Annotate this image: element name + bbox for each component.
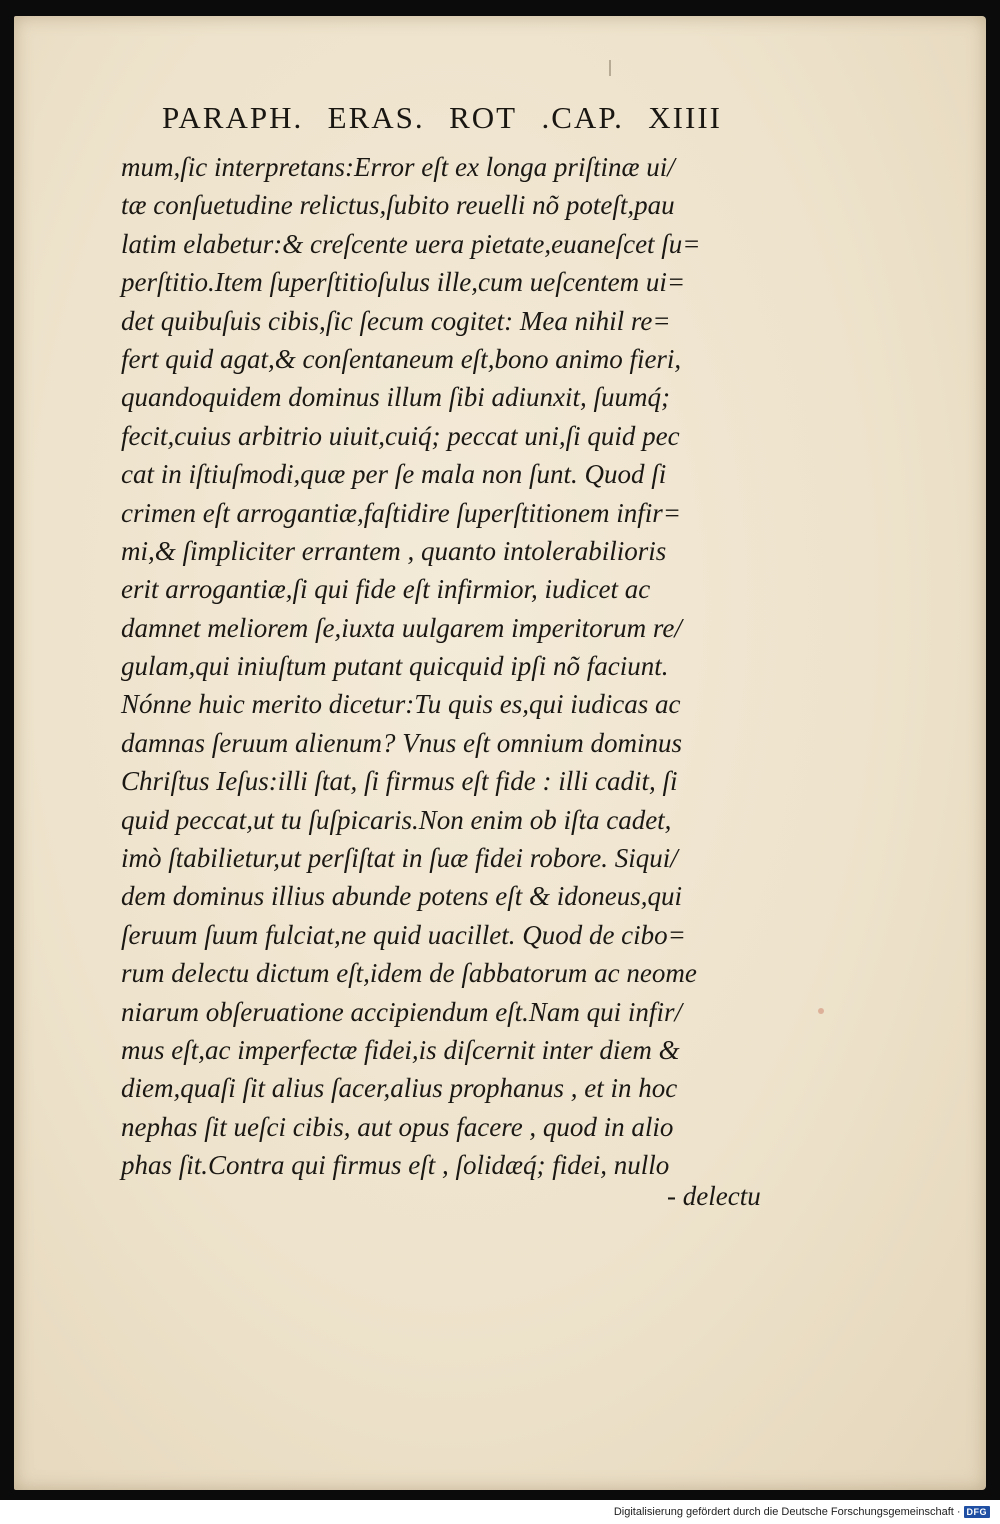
text-line: imò ſtabilietur,ut perſiſtat in ſuæ fidei robore. Siqui/ [121,843,678,874]
text-line: tæ conſuetudine relictus,ſubito reuelli nõ poteſt,pau [121,190,675,221]
text-line: mus eſt,ac imperfectæ fidei,is diſcernit inter diem & [121,1034,680,1065]
text-line: Chriſtus Ieſus:illi ſtat, ſi firmus eſt fide : illi cadit, ſi [121,766,678,797]
running-head-part: ROT [449,100,518,135]
text-line: rum delectu dictum eſt,idem de ſabbatorum ac neome [121,958,697,989]
text-line: phas ſit.Contra qui firmus eſt , ſolidæq́; fidei, nullo [121,1150,670,1181]
text-line: erit arrogantiæ,ſi qui fide eſt infirmior, iudicet ac [121,574,651,605]
text-line: cat in iſtiuſmodi,quæ per ſe mala non ſunt. Quod ſi [121,459,667,490]
text-line: fecit,cuius arbitrio uiuit,cuiq́; peccat uni,ſi quid pec [121,420,680,451]
text-line: quid peccat,ut tu ſuſpicaris.Non enim ob iſta cadet, [121,804,672,835]
running-head-part: .CAP. [541,100,624,135]
text-line: damnet meliorem ſe,iuxta uulgarem imperitorum re/ [121,612,682,643]
footer-separator: · [956,1506,961,1518]
text-line: latim elabetur:& creſcente uera pietate,euaneſcet ſu= [121,228,701,259]
text-line: dem dominus illius abunde potens eſt & idoneus,qui [121,881,682,912]
text-line: perſtitio.Item ſuperſtitioſulus ille,cum ueſcentem ui= [121,267,686,298]
running-head [162,100,722,136]
text-line: quandoquidem dominus illum ſibi adiunxit, ſuumq́; [121,382,670,413]
text-line: crimen eſt arrogantiæ,faſtidire ſuperſtitionem infir= [121,497,681,528]
text-line: ſeruum ſuum fulciat,ne quid uacillet. Quod de cibo= [121,919,686,950]
paper-mark [609,60,611,76]
running-head-part: PARAPH. [162,100,304,135]
footer-credit [0,1500,1000,1524]
paper-stain [818,1008,824,1014]
running-head-part: ERAS. [327,100,425,135]
text-line: damnas ſeruum alienum? Vnus eſt omnium dominus [121,727,682,758]
running-head-part: XIIII [648,100,722,135]
text-line: nephas ſit ueſci cibis, aut opus facere , quod in alio [121,1111,674,1142]
footer-credit-text: Digitalisierung gefördert durch die Deutsche Forschungsgemeinschaft [613,1506,954,1518]
text-line: Nónne huic merito dicetur:Tu quis es,qui iudicas ac [121,689,681,720]
text-line: niarum obſeruatione accipiendum eſt.Nam qui infir/ [121,996,682,1027]
text-line: det quibuſuis cibis,ſic ſecum cogitet: Mea nihil re= [121,305,671,336]
text-line: mum,ſic interpretans:Error eſt ex longa priſtinæ ui/ [121,152,675,182]
catchword: - delectu [667,1181,761,1211]
text-line: gulam,qui iniuſtum putant quicquid ipſi nõ faciunt. [121,651,669,682]
body-text [121,148,761,1185]
text-line: diem,quaſi ſit alius ſacer,alius prophanus , et in hoc [121,1073,678,1104]
text-line: mi,& ſimpliciter errantem , quanto intolerabilioris [121,535,667,566]
text-line: fert quid agat,& conſentaneum eſt,bono animo fieri, [121,343,682,374]
dfg-logo-icon: DFG [964,1506,991,1518]
